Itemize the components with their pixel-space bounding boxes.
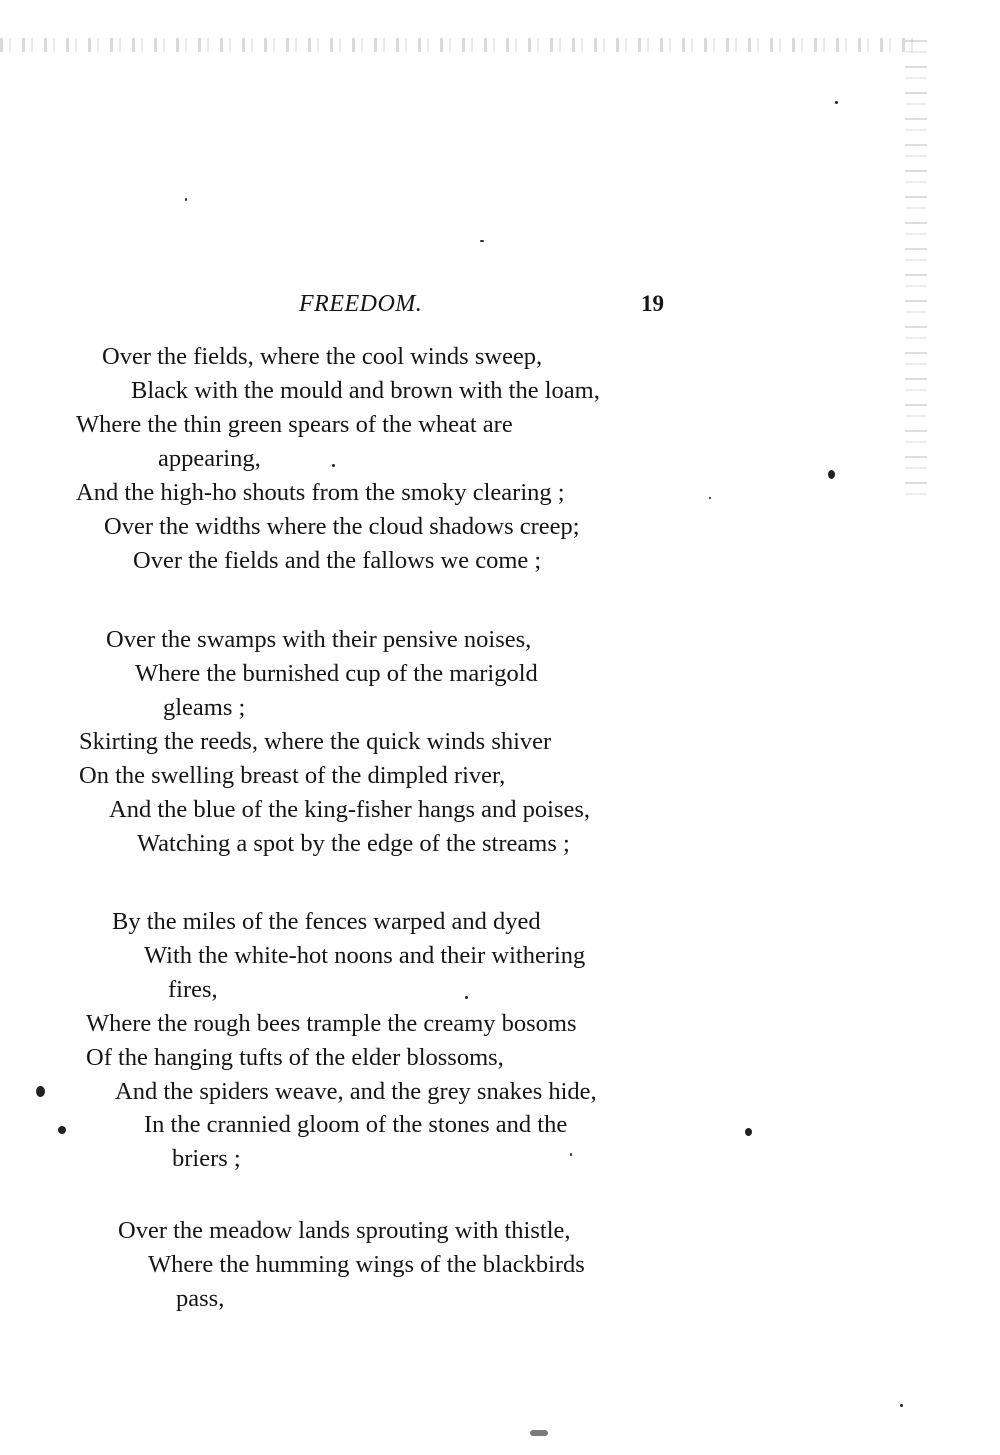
scan-speck [828, 470, 835, 479]
scan-speck [745, 1128, 752, 1136]
poem-line: With the white-hot noons and their withering [144, 942, 586, 969]
scan-edge-right [905, 40, 927, 500]
poem-line: In the crannied gloom of the stones and the [144, 1111, 568, 1138]
poem-line: pass, [176, 1285, 225, 1312]
poem-line: And the spiders weave, and the grey snakes hide, [115, 1078, 597, 1105]
scan-speck [570, 1153, 572, 1156]
poem-line: fires, [168, 976, 218, 1003]
poem-line: Black with the mould and brown with the loam, [131, 377, 600, 404]
poem-line: Where the rough bees trample the creamy bosoms [86, 1010, 577, 1037]
poem-line: And the blue of the king-fisher hangs and poises, [109, 796, 591, 823]
poem-line: Over the swamps with their pensive noises, [106, 626, 532, 653]
scan-speck [835, 101, 838, 104]
poem-line: Over the meadow lands sprouting with thistle, [118, 1217, 571, 1244]
scan-speck [465, 996, 468, 999]
poem-line: By the miles of the fences warped and dyed [112, 908, 541, 935]
poem-line: briers ; [172, 1145, 241, 1172]
scan-speck [480, 240, 484, 242]
poem-line: Over the fields and the fallows we come ; [133, 547, 542, 574]
scan-speck [58, 1126, 66, 1134]
poem-line: Where the humming wings of the blackbirds [148, 1251, 585, 1278]
scan-speck [185, 198, 187, 201]
scan-edge-top [0, 38, 915, 52]
poem-line: And the high-ho shouts from the smoky clearing ; [76, 479, 565, 506]
scan-speck [36, 1086, 45, 1097]
poem-line: gleams ; [163, 694, 246, 721]
poem-line: Where the thin green spears of the wheat are [76, 411, 513, 438]
poem-line: On the swelling breast of the dimpled river, [79, 762, 506, 789]
poem-line: Skirting the reeds, where the quick winds shiver [79, 728, 552, 755]
poem-line: Of the hanging tufts of the elder blossoms, [86, 1044, 504, 1071]
scan-speck [900, 1404, 903, 1407]
running-title: FREEDOM. [299, 291, 423, 317]
poem-line: Where the burnished cup of the marigold [135, 660, 538, 687]
page-number: 19 [641, 291, 664, 316]
scan-speck [530, 1430, 548, 1436]
poem-line: Watching a spot by the edge of the streams ; [137, 830, 570, 857]
page-header [0, 286, 1000, 322]
scan-speck [709, 497, 711, 499]
poem-line: Over the fields, where the cool winds sweep, [102, 343, 543, 370]
poem-line: appearing, [158, 445, 261, 472]
poem-line: Over the widths where the cloud shadows creep; [104, 513, 580, 540]
scan-speck [332, 464, 335, 467]
